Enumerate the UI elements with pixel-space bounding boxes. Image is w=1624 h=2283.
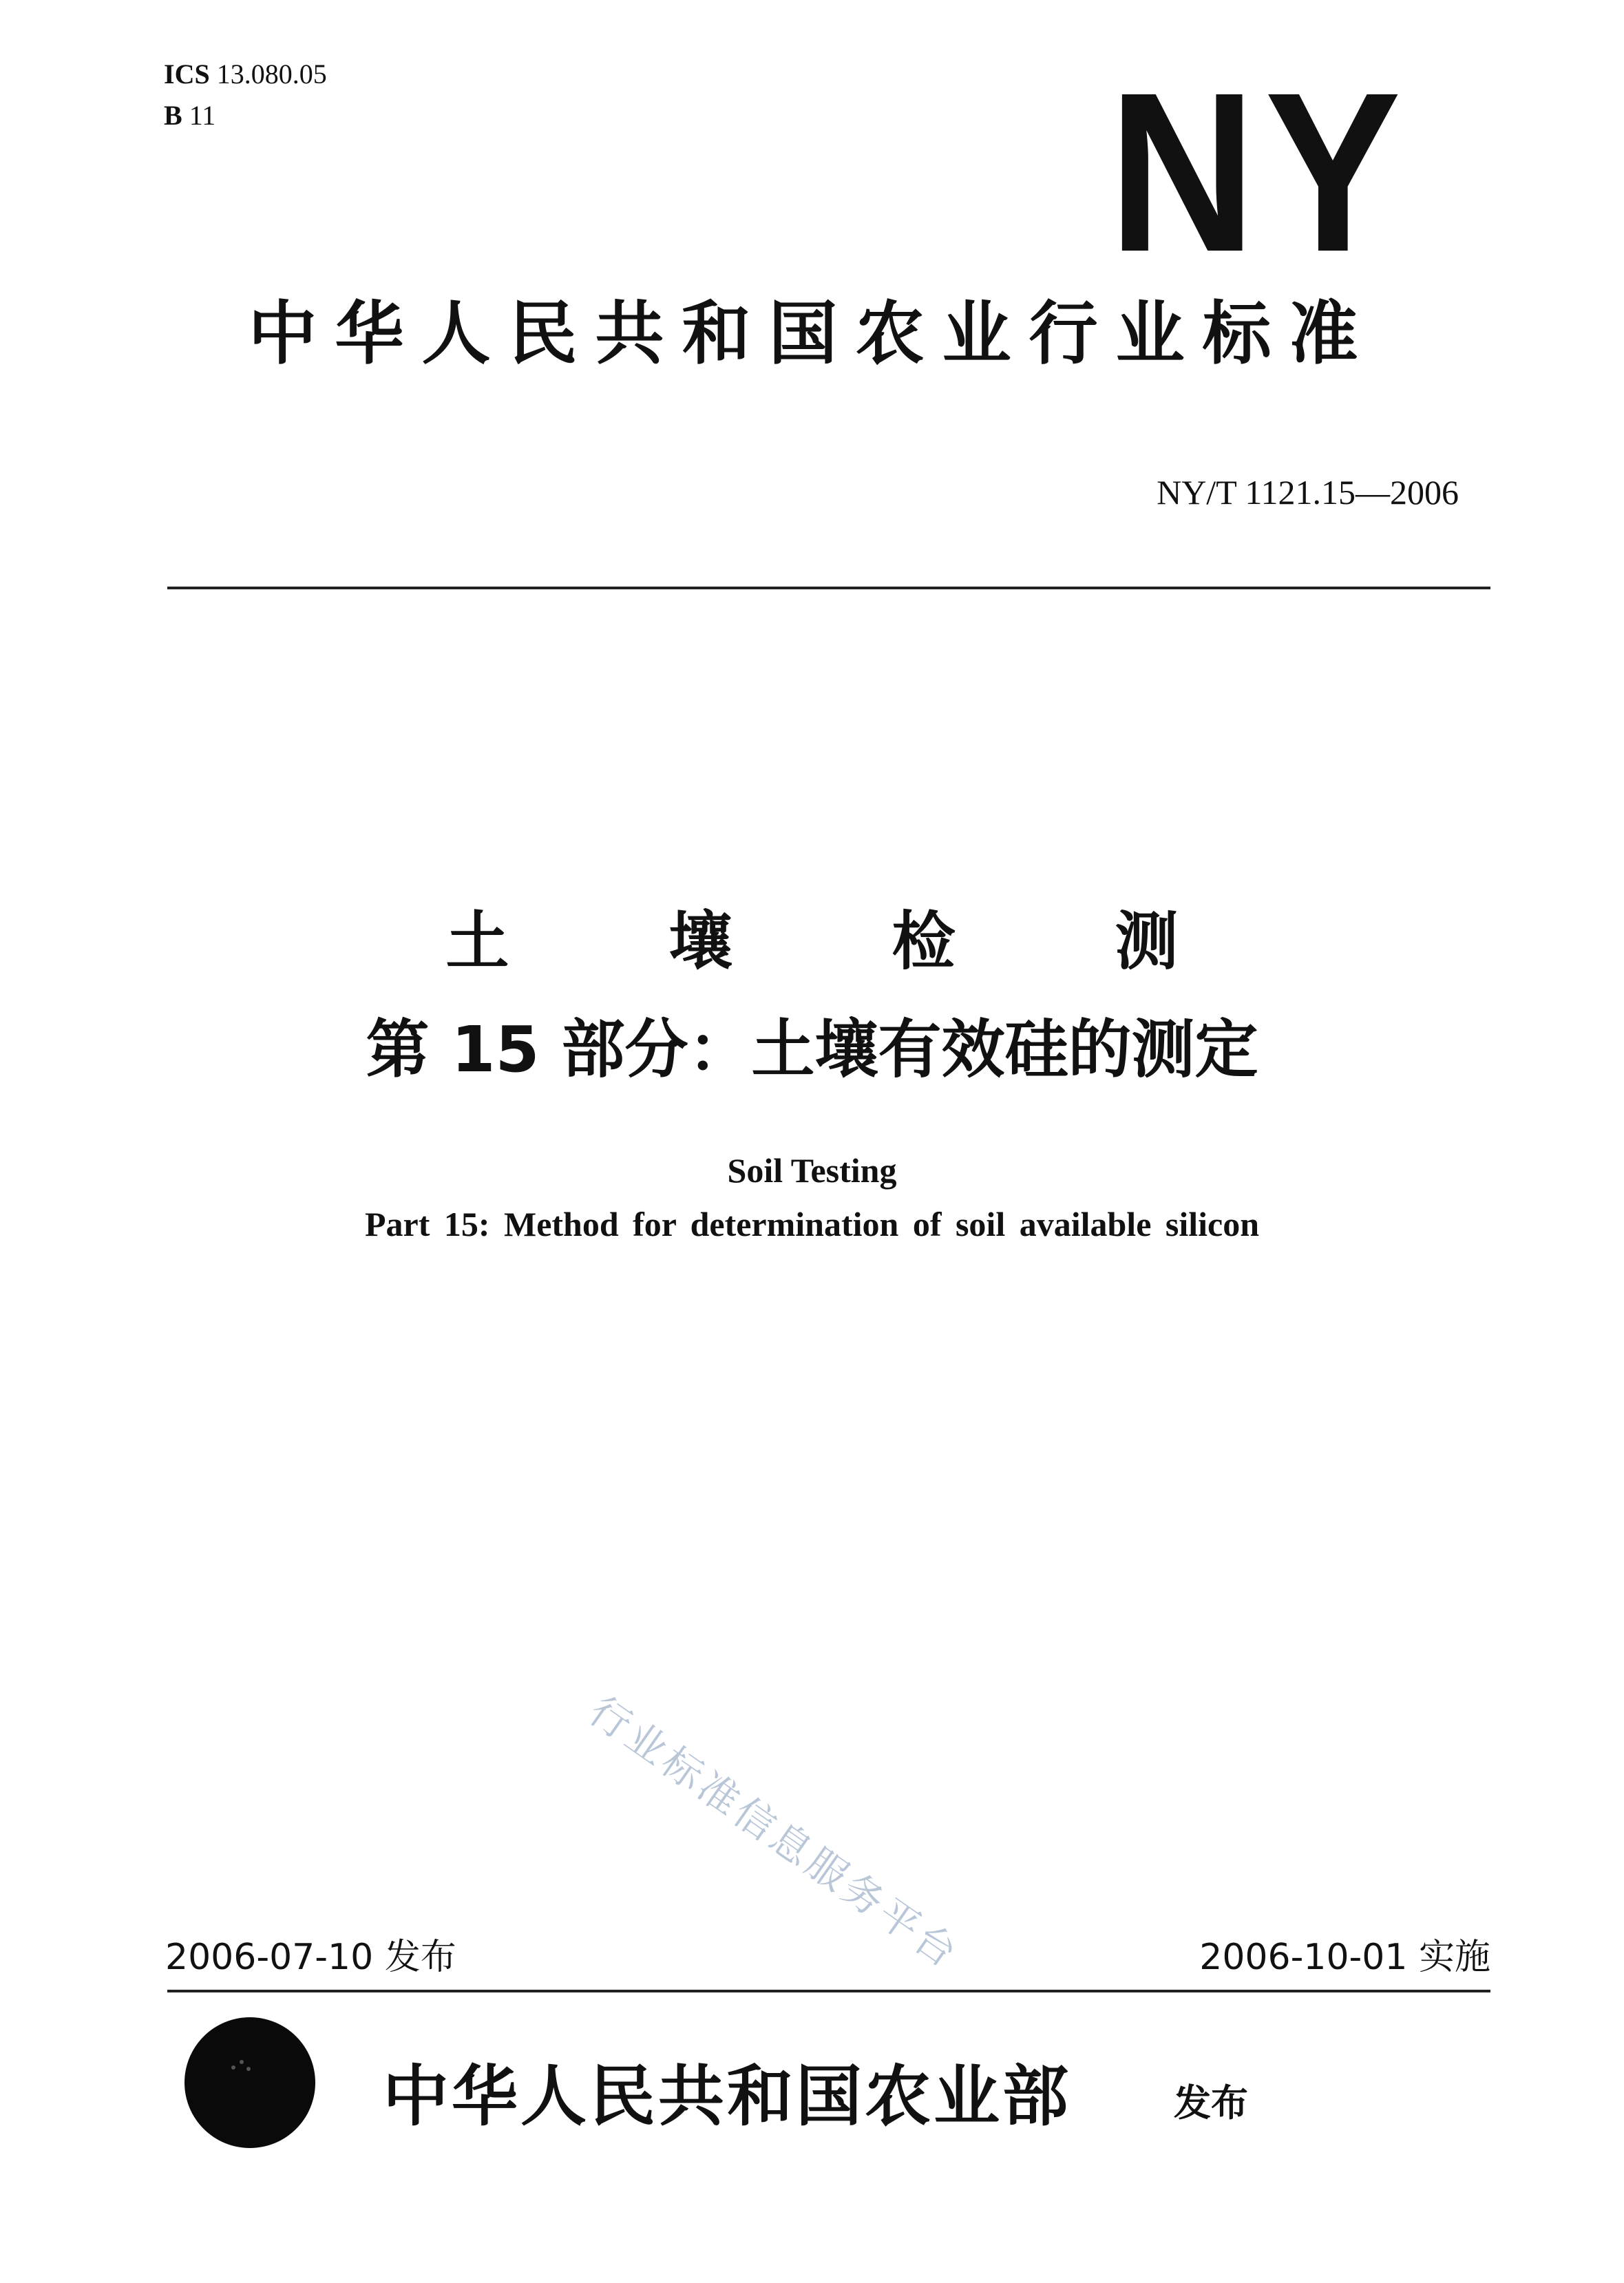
national-emblem-seal (184, 2017, 315, 2148)
ny-logo: NY (1108, 45, 1410, 299)
ics-label: ICS (164, 59, 210, 90)
ics-line (164, 54, 327, 95)
standard-category-title: 中华人民共和国农业行业标准 (248, 293, 1376, 374)
title-en-main: Soil Testing (727, 1151, 897, 1190)
implementation-date: 2006-10-01 实施 (1199, 1937, 1490, 1978)
title-en-part: Part 15: Method for determination of soil available silicon (364, 1205, 1260, 1243)
watermark: 行业标准信息服务平台 (580, 1687, 969, 1979)
standard-number: NY/T 1121.15—2006 (1157, 473, 1459, 512)
ccs-code: 11 (189, 100, 216, 131)
publisher-name: 中华人民共和国农业部 (383, 2057, 1071, 2135)
ccs-label: B (164, 100, 182, 131)
title-cn-part: 第 15 部分：土壤有效硅的测定 (366, 1013, 1258, 1086)
classification-codes (164, 54, 327, 136)
title-cn-main: 土 壤 检 测 (445, 905, 1247, 978)
bottom-divider (167, 1990, 1490, 1992)
ccs-line (164, 95, 327, 136)
top-divider (167, 587, 1490, 589)
publish-suffix: 发布 (1174, 2081, 1248, 2125)
ics-code: 13.080.05 (216, 59, 327, 90)
issue-date: 2006-07-10 发布 (165, 1937, 456, 1978)
